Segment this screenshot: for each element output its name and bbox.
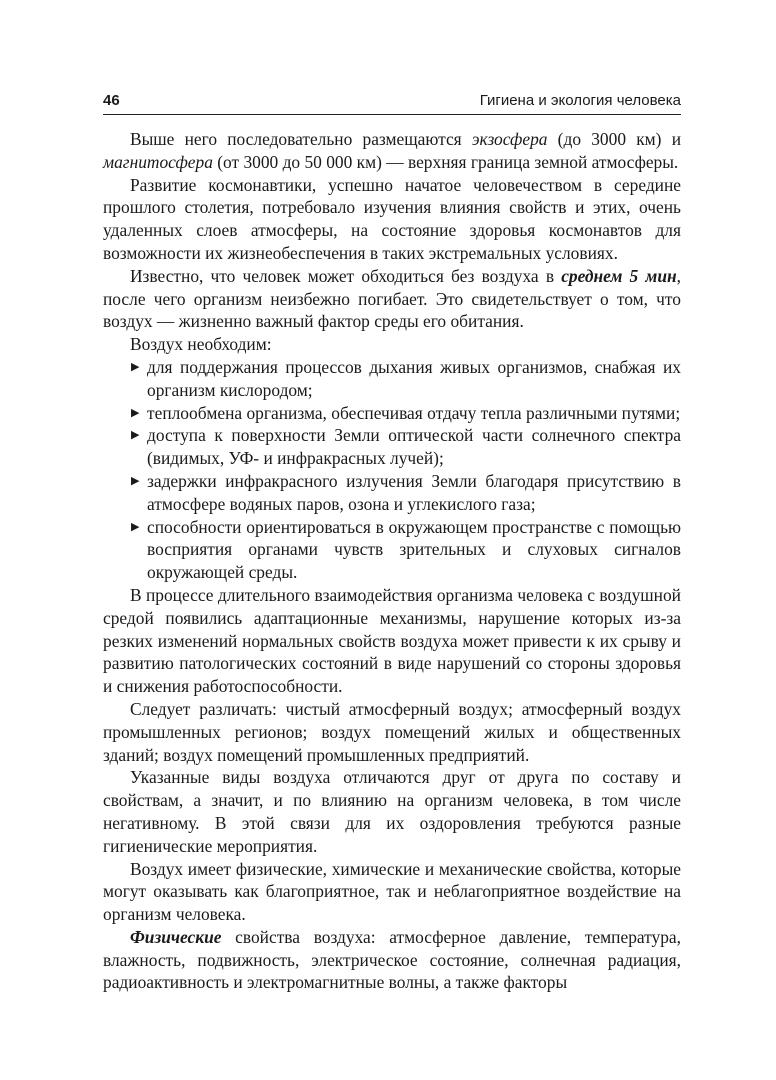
list-item-text: доступа к поверхности Земли оптической части солнечного спектра (видимых, УФ- и инфракрасных лучей); xyxy=(147,425,681,469)
paragraph-adaptation: В процессе длительного взаимодействия организма человека с воздушной средой появились адаптационные механизмы, нарушение которых из-за резких изменений нормальных свойств воздуха может привести к их срыву и развитию патологических состояний в виде нарушений со стороны здоровья и снижения работоспособности. xyxy=(103,584,681,697)
bullet-arrow-icon: ▶ xyxy=(131,520,140,533)
list-item-text: для поддержания процессов дыхания живых организмов, снабжая их организм кислородом; xyxy=(147,356,681,400)
list-item xyxy=(130,356,681,402)
text-run: свойства воздуха: атмосферное давление, температура, влажность, подвижность, электрическое состояние, солнечная радиация, радиоактивность и электромагнитные волны, а также факторы xyxy=(103,926,681,993)
page-body xyxy=(103,128,681,994)
list-item-text: способности ориентироваться в окружающем пространстве с помощью восприятия органами чувств зрительных и слуховых сигналов окружающей среды. xyxy=(147,516,681,583)
text-run: Известно, что человек может обходиться без воздуха в xyxy=(130,265,562,286)
term-exosphere: экзосфера xyxy=(471,129,548,149)
running-title: Гигиена и экология человека xyxy=(479,92,681,109)
list-item xyxy=(130,402,681,425)
paragraph-exosphere xyxy=(103,128,681,174)
paragraph-air-properties: Воздух имеет физические, химические и механические свойства, которые могут оказывать как благоприятное, так и неблагоприятное воздействие на организм человека. xyxy=(103,858,681,925)
list-item xyxy=(130,516,681,584)
bullet-arrow-icon: ▶ xyxy=(131,429,140,442)
list-item xyxy=(130,470,681,516)
bullet-arrow-icon: ▶ xyxy=(131,360,140,373)
page-number: 46 xyxy=(103,92,120,109)
paragraph-survival xyxy=(103,265,681,333)
emphasis-physical: Физические xyxy=(130,926,222,947)
emphasis-5-min: среднем 5 мин xyxy=(561,265,677,286)
bullet-list xyxy=(103,356,681,584)
paragraph-cosmonautics: Развитие космонавтики, успешно начатое человечеством в середине прошлого столетия, потребовало изучения влияния свойств и этих, очень удаленных слоев атмосферы, на состояние здоровья космонавтов для возможности их жизнеобеспечения в таких экстремальных условиях. xyxy=(103,174,681,263)
list-item-text: теплообмена организма, обеспечивая отдачу тепла различными путями; xyxy=(147,402,681,423)
text-run: (от 3000 до 50 000 км) — верхняя граница земной атмосферы. xyxy=(212,151,679,172)
bullet-arrow-icon: ▶ xyxy=(131,474,140,487)
term-magnetosphere: магнитосфера xyxy=(103,151,213,172)
text-run: , после чего организм неизбежно погибает. Это свидетельствует о том, что воздух — жизненно важный фактор среды его обитания. xyxy=(103,265,682,332)
paragraph-air-differences: Указанные виды воздуха отличаются друг от друга по составу и свойствам, а значит, и по влиянию на организм человека, в том числе негативному. В этой связи для их оздоровления требуются разные гигиенические мероприятия. xyxy=(103,767,681,856)
list-item xyxy=(130,424,681,470)
paragraph-air-needed: Воздух необходим: xyxy=(130,334,272,355)
paragraph-air-types: Следует различать: чистый атмосферный воздух; атмосферный воздух промышленных регионов; воздух помещений жилых и общественных зданий; воздух помещений промышленных предприятий. xyxy=(103,698,681,765)
paragraph-physical-properties xyxy=(103,926,681,994)
text-run: (до 3000 км) и xyxy=(547,129,681,149)
page-header xyxy=(103,90,681,115)
bullet-arrow-icon: ▶ xyxy=(131,406,140,419)
list-item-text: задержки инфракрасного излучения Земли благодаря присутствию в атмосфере водяных паров, озона и углекислого газа; xyxy=(147,470,681,514)
text-run: Выше него последовательно размещаются xyxy=(130,129,472,149)
